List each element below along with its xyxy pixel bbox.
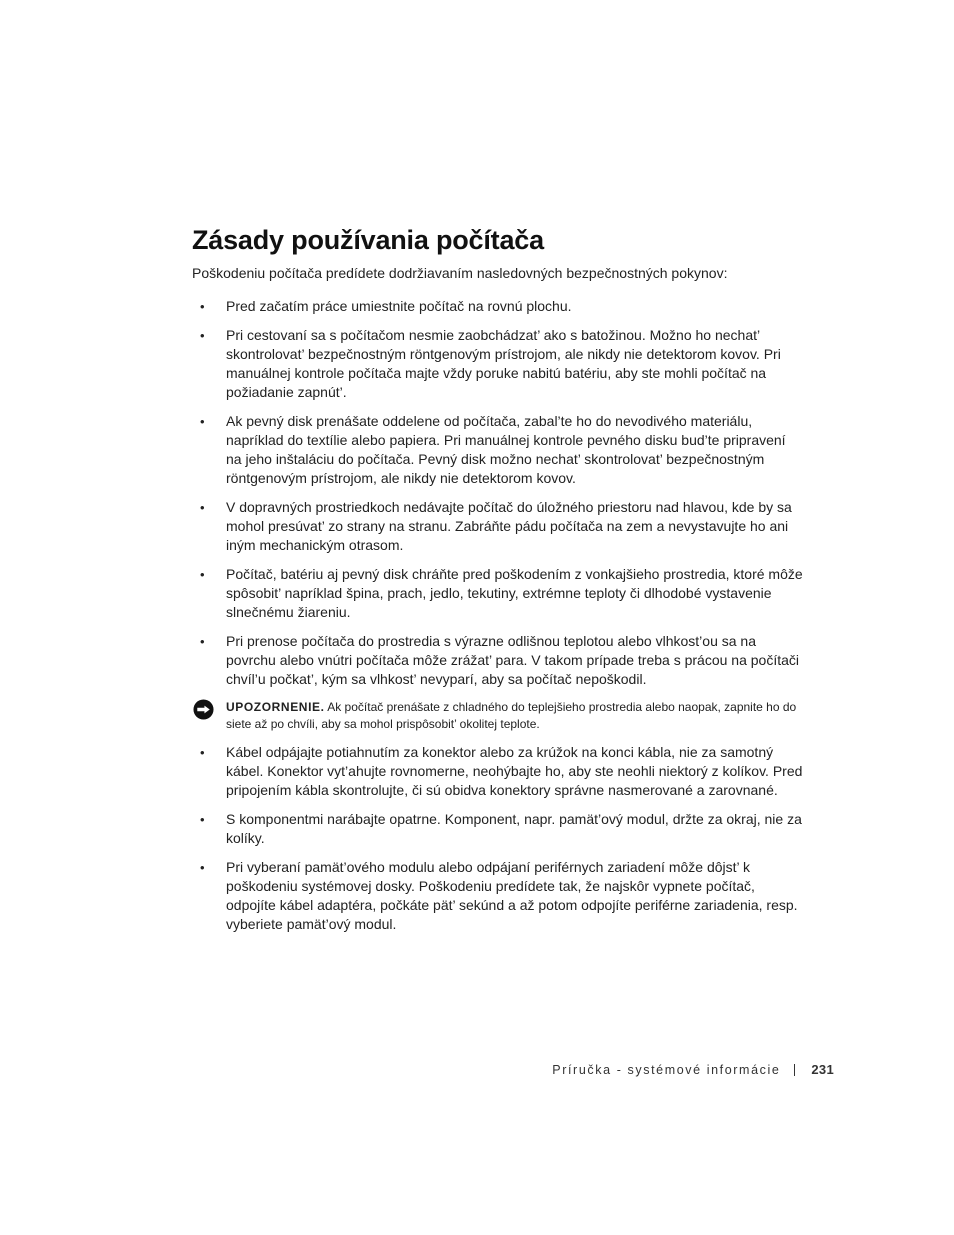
- list-item: [192, 632, 804, 689]
- notice-hand-icon: [193, 699, 214, 720]
- bullet-icon: •: [200, 860, 205, 875]
- list-item-text: V dopravných prostriedkoch nedávajte počítač do úložného priestoru nad hlavou, kde by sa mohol presúvat’ zo strany na stranu. Zabráňte pádu počítača na zem a nevystavujte ho ani iným mechanickým otrasom.: [226, 499, 792, 553]
- notice-box: [192, 699, 804, 733]
- list-item: [192, 498, 804, 555]
- bullet-icon: •: [200, 328, 205, 343]
- footer-title: Príručka - systémové informácie: [552, 1062, 781, 1077]
- list-item-text: Pri prenose počítača do prostredia s výrazne odlišnou teplotou alebo vlhkost’ou sa na povrchu alebo vnútri počítača môže zrážat’ para. V takom prípade treba s prácou na počítači chvíl’u počkat’, kým sa vlhkost’ nevyparí, aby sa počítač nepoškodil.: [226, 633, 800, 687]
- bullet-icon: •: [200, 414, 205, 429]
- list-item: [192, 412, 804, 488]
- list-item-text: Pred začatím práce umiestnite počítač na rovnú plochu.: [226, 298, 572, 314]
- page-number: 231: [811, 1062, 834, 1077]
- bullet-icon: •: [200, 745, 205, 760]
- bullet-icon: •: [200, 567, 205, 582]
- bullet-icon: •: [200, 299, 205, 314]
- list-item-text: Pri vyberaní pamät’ového modulu alebo odpájaní periférnych zariadení môže dôjst’ k poškodeniu systémovej dosky. Poškodeniu predídete tak, že najskôr vypnete počítač, odpojíte kábel adaptéra, počkáte pät’ sekúnd a až potom odpojíte periférne zariadenia, resp. vyberiete pamät’ový modul.: [226, 859, 798, 932]
- list-item: [192, 297, 804, 316]
- bullet-icon: •: [200, 812, 205, 827]
- notice-label: UPOZORNENIE.: [226, 700, 325, 714]
- bullet-icon: •: [200, 500, 205, 515]
- list-item-text: Pri cestovaní sa s počítačom nesmie zaobchádzat’ ako s batožinou. Možno ho nechat’ skontrolovat’ bezpečnostným röntgenovým prístrojom, ale nikdy nie detektorom kovov. Pri manuálnej kontrole počítača majte vždy poruke nabitú batériu, aby ste mohli počítač na požiadanie zapnút’.: [226, 327, 781, 400]
- list-item-text: Kábel odpájajte potiahnutím za konektor alebo za krúžok na konci kábla, nie za samotný kábel. Konektor vyt’ahujte rovnomerne, neohýbajte ho, aby ste neohli niektorý z kolíkov. Pred pripojením kábla skontrolujte, či sú obidva konektory správne nasmerované a zarovnané.: [226, 744, 803, 798]
- list-item: [192, 326, 804, 402]
- bullet-list-bottom: [192, 743, 804, 934]
- intro-text: Poškodeniu počítača predídete dodržiavaním nasledovných bezpečnostných pokynov:: [192, 265, 728, 281]
- list-item-text: Počítač, batériu aj pevný disk chráňte pred poškodením z vonkajšieho prostredia, ktoré môže spôsobit’ napríklad špina, prach, jedlo, tekutiny, extrémne teploty či dlhodobé vystavenie slnečnému žiareniu.: [226, 566, 803, 620]
- bullet-icon: •: [200, 634, 205, 649]
- list-item-text: Ak pevný disk prenášate oddelene od počítača, zabal’te ho do nevodivého materiálu, napríklad do textílie alebo papiera. Pri manuálnej kontrole pevného disku bud’te pripravení na jeho inštaláciu do počítača. Pevný disk možno nechat’ skontrolovat’ bezpečnostným röntgenovým prístrojom, ale nikdy nie detektorom kovov.: [226, 413, 786, 486]
- list-item-text: S komponentmi narábajte opatrne. Komponent, napr. pamät’ový modul, držte za okraj, nie za kolíky.: [226, 811, 802, 846]
- list-item: [192, 858, 804, 934]
- list-item: [192, 743, 804, 800]
- page-content: [192, 222, 804, 934]
- notice-text: Ak počítač prenášate z chladného do teplejšieho prostredia alebo naopak, zapnite ho do siete až po chvíli, aby sa mohol prispôsobit’ okolitej teplote.: [226, 700, 797, 731]
- list-item: [192, 810, 804, 848]
- footer-divider: [794, 1064, 795, 1076]
- list-item: [192, 565, 804, 622]
- bullet-list-top: [192, 297, 804, 689]
- page-footer: [552, 1062, 834, 1077]
- page-title: Zásady používania počítača: [192, 225, 544, 255]
